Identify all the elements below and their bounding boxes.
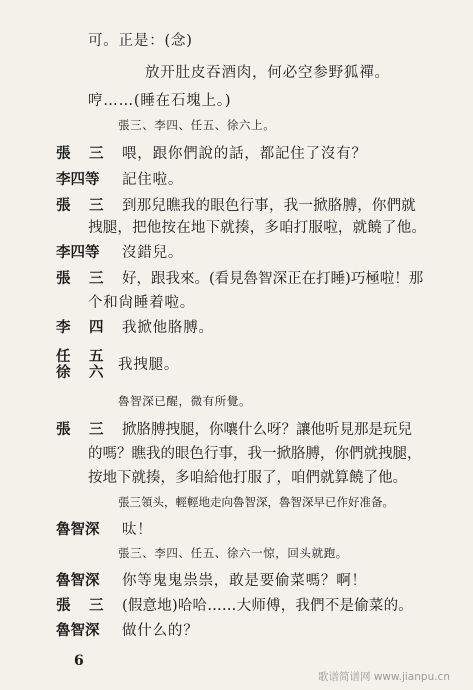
page-number: 6: [74, 653, 84, 669]
speaker-name: 李四等: [56, 171, 100, 188]
dialogue-line: 我拽腿。: [118, 357, 180, 373]
dialogue-continuation: 拽腿，把他按在地下就揍，多咱打服啦，就饒了他。: [88, 220, 427, 236]
dialogue-line: 我掀他胳膊。: [122, 320, 214, 336]
speaker-name: 魯智深: [56, 521, 100, 538]
speaker-name: 魯智深: [56, 622, 100, 639]
speaker-name: 張 三: [56, 597, 106, 614]
dialogue-line: 呔！: [122, 522, 153, 538]
speaker-name: 李 四: [56, 319, 106, 336]
dialogue-line: 可。正是：(念): [88, 33, 193, 49]
dialogue-line: 喂，跟你們說的話，都記住了沒有？: [122, 146, 367, 162]
stage-direction: 張三、李四、任五、徐六一惊，回头就跑。: [118, 546, 348, 560]
speaker-name: 徐 六: [56, 364, 106, 381]
dialogue-continuation: 的嗎？瞧我的眼色行事，我一掀胳膊，你們就拽腿，: [88, 446, 422, 462]
speaker-name: 張 三: [56, 197, 106, 214]
speaker-name: 魯智深: [56, 572, 100, 589]
speaker-name: 張 三: [56, 421, 106, 438]
speaker-name: 李四等: [56, 244, 100, 261]
stage-direction: 張三領头，輕輕地走向魯智深，魯智深早已作好准备。: [118, 495, 394, 509]
dialogue-line: 沒錯兒。: [122, 245, 184, 261]
dialogue-line: 記住啦。: [122, 172, 184, 188]
verse-line: 放开肚皮吞酒肉，何必空参野狐禪。: [145, 65, 390, 81]
speaker-name: 張 三: [56, 270, 106, 287]
speaker-name: 張 三: [56, 145, 106, 162]
dialogue-continuation: 按地下就揍，多咱給他打服了，咱們就算饒了他。: [88, 470, 407, 486]
dialogue-line: 好，跟我來。(看見魯智深正在打睡)巧極啦！那: [122, 271, 424, 287]
dialogue-line: 掀胳膊拽腿，你嚷什么呀？讓他听見那是玩兒: [122, 422, 412, 438]
dialogue-line: 你等鬼鬼祟祟，敢是要偷菜嗎？啊！: [122, 573, 367, 589]
dialogue-line: (假意地)哈哈……大师傅，我們不是偷菜的。: [122, 598, 414, 614]
dialogue-continuation: 个和尙睡着啦。: [88, 295, 196, 311]
speaker-name: 任 五: [56, 348, 106, 365]
dialogue-line: 到那兒瞧我的眼色行事，我一掀胳膊，你們就: [122, 198, 416, 214]
stage-direction: 張三、李四、任五、徐六上。: [118, 118, 276, 132]
dialogue-line: 哼……(睡在石塊上。): [88, 93, 232, 109]
dialogue-line: 做什么的？: [122, 623, 199, 639]
watermark: 歌谱简谱网 www.jianpu.cn: [318, 671, 450, 683]
stage-direction: 魯智深已醒，微有所覺。: [118, 394, 252, 408]
